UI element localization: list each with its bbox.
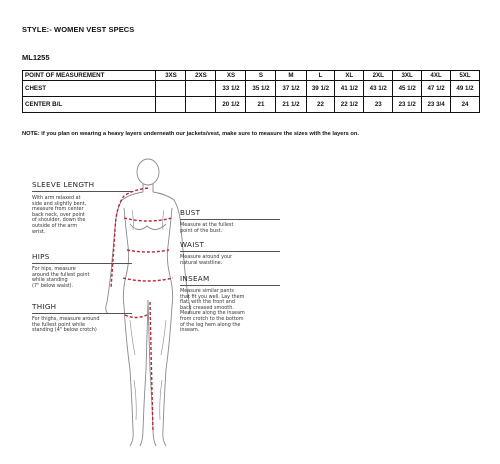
sleeve-length-text: With arm relaxed at side and slightly bent, measure from center back neck, over point of shoulder, down the outside of the arm wrist. xyxy=(32,195,87,235)
table-header-cell: 2XS xyxy=(186,71,216,81)
table-cell: 22 xyxy=(306,97,335,113)
table-cell: 22 1/2 xyxy=(335,97,364,113)
table-cell xyxy=(186,97,216,113)
table-cell: 43 1/2 xyxy=(364,81,393,97)
table-cell: 21 1/2 xyxy=(276,97,306,113)
table-header-cell: XL xyxy=(335,71,364,81)
table-cell xyxy=(156,81,186,97)
measurement-guide xyxy=(12,150,292,450)
table-header-cell: L xyxy=(306,71,335,81)
table-header-cell: XS xyxy=(216,71,246,81)
table-row xyxy=(23,81,480,97)
hips-title: HIPS xyxy=(32,252,50,261)
layering-note: NOTE: if you plan on wearing a heavy layers underneath our jackets/vest, make sure to measure the sizes with the layers on. xyxy=(22,131,359,137)
table-cell: 20 1/2 xyxy=(216,97,246,113)
table-cell: 41 1/2 xyxy=(335,81,364,97)
table-header-row xyxy=(23,71,480,81)
table-header-cell: M xyxy=(276,71,306,81)
table-header-cell: 3XL xyxy=(393,71,422,81)
bust-text: Measure at the fullest point of the bust. xyxy=(180,222,234,234)
waist-text: Measure around your natural waistline. xyxy=(180,254,233,266)
sleeve-length-title: SLEEVE LENGTH xyxy=(32,180,95,189)
table-cell: 45 1/2 xyxy=(393,81,422,97)
table-header-cell: 3XS xyxy=(156,71,186,81)
table-cell: 21 xyxy=(246,97,276,113)
table-header-cell: 2XL xyxy=(364,71,393,81)
table-cell: 35 1/2 xyxy=(246,81,276,97)
table-row xyxy=(23,97,480,113)
hips-text: For hips, measure around the fullest point while standing (7" below waist). xyxy=(32,266,90,289)
table-header-cell: POINT OF MEASUREMENT xyxy=(23,71,156,81)
table-header-cell: 4XL xyxy=(422,71,451,81)
inseam-text: Measure similar pants that fit you well. Lay them flat, with the front and back creased smooth. Measure along the inseam from crotch to the bottom of the leg hem along the inseam. xyxy=(180,288,245,334)
waist-title: WAIST xyxy=(180,240,205,249)
table-cell xyxy=(156,97,186,113)
bust-title: BUST xyxy=(180,208,201,217)
table-cell: 23 xyxy=(364,97,393,113)
table-cell: 47 1/2 xyxy=(422,81,451,97)
size-spec-table xyxy=(22,70,480,113)
table-cell xyxy=(186,81,216,97)
thigh-title: THIGH xyxy=(32,302,57,311)
table-cell: 49 1/2 xyxy=(451,81,480,97)
table-header-cell: 5XL xyxy=(451,71,480,81)
table-header-cell: S xyxy=(246,71,276,81)
table-cell: 37 1/2 xyxy=(276,81,306,97)
row-label: CENTER B/L xyxy=(23,97,156,113)
table-cell: 24 xyxy=(451,97,480,113)
table-cell: 23 1/2 xyxy=(393,97,422,113)
row-label: CHEST xyxy=(23,81,156,97)
style-title: STYLE:- WOMEN VEST SPECS xyxy=(22,25,135,34)
table-cell: 23 3/4 xyxy=(422,97,451,113)
inseam-title: INSEAM xyxy=(180,274,210,283)
model-number: ML1255 xyxy=(22,53,50,62)
table-cell: 33 1/2 xyxy=(216,81,246,97)
table-cell: 39 1/2 xyxy=(306,81,335,97)
thigh-text: For thighs, measure around the fullest point while standing (4" below crotch) xyxy=(32,316,100,334)
